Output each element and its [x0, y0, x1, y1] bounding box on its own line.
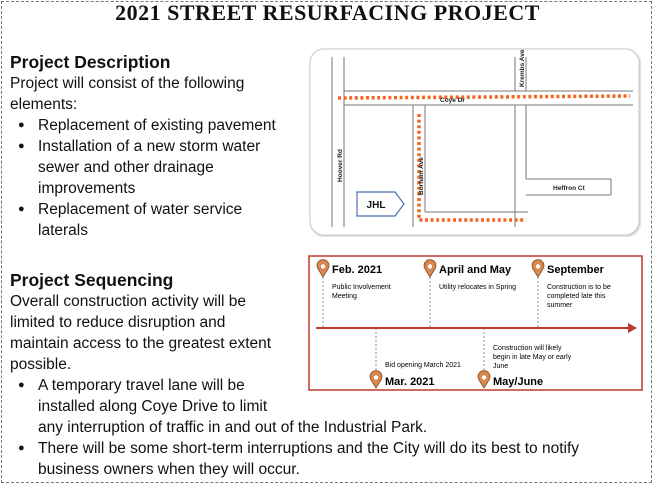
krembs-ave-label: Krembs Ave [519, 49, 526, 87]
milestone-label: Mar. 2021 [385, 376, 435, 388]
milestone-note: Construction is to be [547, 284, 611, 291]
hoover-road-label: Hoover Rd [337, 149, 344, 182]
milestone-note: Meeting [332, 293, 357, 300]
project-map [308, 47, 641, 237]
milestone-note: completed late this [547, 293, 606, 300]
milestone-note: summer [547, 302, 573, 309]
paragraph-line: limited to reduce disruption and [10, 314, 226, 331]
bullet-text: business owners when they will occur. [38, 461, 300, 478]
bullet-text: laterals [38, 222, 88, 239]
map-pin-dot [428, 264, 432, 268]
sequencing-heading: Project Sequencing [10, 270, 174, 290]
list-item [14, 115, 304, 136]
heffron-court-label: Heffron Ct [553, 185, 585, 192]
paragraph-line: maintain access to the greatest extent [10, 335, 272, 352]
list-item [14, 438, 644, 480]
page-title: 2021 STREET RESURFACING PROJECT [115, 0, 540, 25]
coye-drive-label: Coye Dr [440, 97, 465, 104]
sequencing-paragraph [10, 291, 271, 375]
jhl-marker-label: JHL [366, 200, 386, 211]
borham-ave-label: Borham Ave [418, 157, 425, 195]
timeline-frame [309, 256, 642, 390]
intro-line: Project will consist of the following [10, 75, 245, 92]
milestone-label: September [547, 264, 604, 276]
milestone-note: Utility relocates in Spring [439, 284, 517, 291]
project-timeline [308, 255, 643, 391]
bullet-text: A temporary travel lane will be [38, 377, 245, 394]
bullet-text: There will be some short-term interruptions and the City will do its best to notify [38, 440, 580, 457]
milestone-label: April and May [439, 264, 512, 276]
bullet-text: installed along Coye Drive to limit [38, 398, 268, 415]
description-heading: Project Description [10, 52, 171, 72]
milestone-note: Public Involvement [332, 284, 391, 291]
intro-line: elements: [10, 96, 78, 113]
bullet-text: Replacement of water service [38, 201, 243, 218]
bullet-text: Installation of a new storm water [38, 138, 261, 155]
list-item [14, 136, 304, 199]
map-pin-dot [536, 264, 540, 268]
description-list [14, 115, 304, 241]
milestone-note: begin in late May or early [493, 354, 572, 361]
bullet-text: sewer and other drainage [38, 159, 214, 176]
description-intro [10, 73, 244, 115]
milestone-label: May/June [493, 376, 544, 388]
bullet-text: Replacement of existing pavement [38, 117, 276, 134]
milestone-label: Feb. 2021 [332, 264, 383, 276]
milestone-note: June [493, 363, 509, 370]
map-pin-dot [374, 375, 378, 379]
map-pin-dot [482, 375, 486, 379]
bullet-text: any interruption of traffic in and out of the Industrial Park. [38, 419, 428, 436]
paragraph-line: Overall construction activity will be [10, 293, 247, 310]
milestone-note: Construction will likely [493, 345, 562, 352]
bullet-text: improvements [38, 180, 136, 197]
list-item [14, 199, 304, 241]
paragraph-line: possible. [10, 356, 72, 373]
map-pin-dot [321, 264, 325, 268]
milestone-note: Bid opening March 2021 [385, 362, 461, 369]
